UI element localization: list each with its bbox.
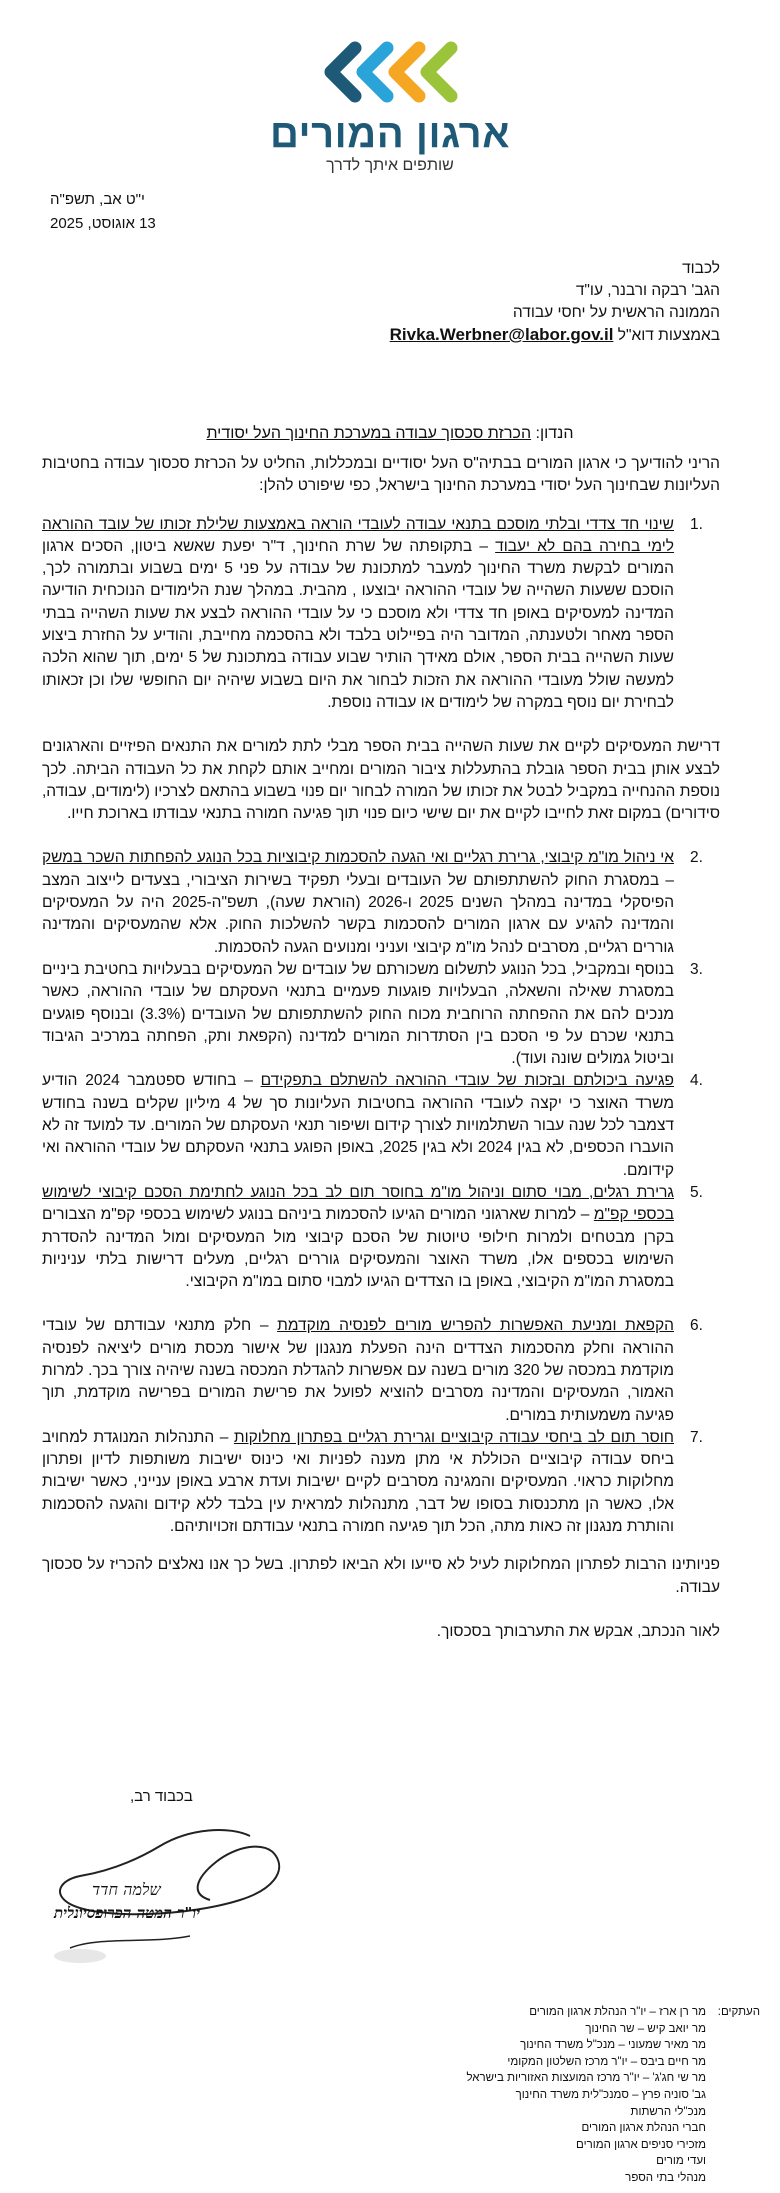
date-block — [50, 188, 156, 236]
item-number: 4. — [690, 1072, 703, 1090]
copy-recipient: מר חיים ביבס – יו"ר מרכז השלטון המקומי — [507, 2055, 706, 2068]
item-text: – למרות שארגוני המורים הגיעו להסכמות ביניהם בנוגע לשימוש בכספי קפ"מ הצבורים בקרן מבטחים ולמרות חילופי טיוטות של הסכם קיבוצי מול המעסיקים ומול המדינה להסדרת השימוש בכספים אלו, משרד האוצר והמעסיקים גוררים רגליים, מעלים דרישות בלתי עניניות במסגרת המו"מ הקיבוצי, באופן בו הצדדים הגיעו למבוי סתום במו"מ הקיבוצי. — [42, 1206, 674, 1291]
closing-paragraph: פניותינו הרבות לפתרון המחלוקות לעיל לא סייעו ולא הביאו לפתרון. בשל כך אנו נאלצים להכריז על סכסוך עבודה. — [42, 1556, 720, 1596]
signatory-name: שלמה חדד — [92, 1880, 161, 1899]
copy-recipient: מנהלי בתי הספר — [625, 2171, 706, 2184]
subject-line — [0, 425, 780, 443]
item-number: 6. — [690, 1317, 703, 1335]
item-subparagraph: דרישת המעסיקים לקיים את שעות השהייה בבית הספר מבלי לתת למורים את התנאים הפיזיים והארגונים לבצע אותן בבית הספר גובלת בהתעללות ציבור המורים ומחייב אותם לקחת את כל העבודה הביתה. לכך נוספת ההנחייה במקביל לבטל את זכותו של המורה לבחור יום פנוי בשבוע בהתאם לצרכיו (לימודים, עבודה, סידורים) במקום זאת לחייבו לקיים את יום שישי כיום פנוי תוך פגיעה חמורה בתנאי עבודתו בארוכת חייו. — [42, 738, 720, 823]
item-text: – התנהלות המנוגדת למחויב ביחס עבודה קיבוציים הכוללת אי מתן מענה לפניות ואי כינוס ישיבות משותפות לדיון ופתרון מחלוקות כראוי. המעסיקים והמגינה מסרבים לקיים ישיבות ועדת ארבע באופן ענייני, כאשר ישיבות אלו, כאשר הן מתכנסות בסופו של דבר, מתנהלות למראית עין בלבד ללא קידום והגעה להסכמות והותרת מנגנון זה כאות מתה, הכל תוך פגיעה חמורה בתנאי עבודתם וזכויותיהם. — [42, 1428, 674, 1536]
copy-recipient: מזכירי סניפים ארגון המורים — [576, 2138, 706, 2151]
item-lead: אי ניהול מו"מ קיבוצי, גרירת רגליים ואי הגעה להסכמות קיבוציות בכל הנוגע להפחתות השכר במשק — [42, 849, 674, 867]
regards-text: בכבוד רב, — [130, 1788, 193, 1805]
recipient-email-link[interactable]: Rivka.Werbner@labor.gov.il — [389, 325, 614, 344]
subject-text: הכרזת סכסוך עבודה במערכת החינוך העל יסודית — [206, 425, 532, 442]
recipient-title: הממונה הראשית על יחסי עבודה — [512, 304, 720, 321]
copy-recipient: מר מאיר שמעוני – מנכ"ל משרד החינוך — [520, 2039, 706, 2052]
intro-paragraph: הריני להודיעך כי ארגון המורים בבתיה"ס העל יסודיים ובמכללות, החליט על הכרזת סכסוך עבודה בחטיבות העליונות שבחינוך העל יסודי במערכת החינוך בישראל, כפי שיפורט להלן: — [42, 455, 720, 495]
item-number: 3. — [690, 960, 703, 978]
copy-recipient: גב' סוניה פרץ – סמנכ"לית משרד החינוך — [515, 2088, 706, 2101]
request-paragraph: לאור הנכתב, אבקש את התערבותך בסכסוך. — [436, 1622, 720, 1640]
list-item — [42, 959, 720, 1070]
item-lead: שינוי חד צדדי ובלתי מוסכם בתנאי עבודה לעובדי הוראה באמצעות שלילת זכותו של עובד ההוראה לימי בחירה בהם לא יעבוד — [42, 515, 674, 555]
signature-scribble-icon — [40, 1816, 300, 1966]
letter-body — [42, 453, 720, 1643]
subject-prefix: הנדון: — [535, 425, 574, 442]
letterhead — [0, 40, 780, 175]
copy-recipient: חברי הנהלת ארגון המורים — [581, 2122, 706, 2135]
copies-label: העתקים: — [717, 2006, 760, 2018]
item-number: 7. — [690, 1428, 703, 1446]
item-text: – בחודש ספטמבר 2024 הודיע משרד האוצר כי יקצה לעובדי ההוראה בחטיבות העליונות סך של 4 מיליון שקלים בשנה בחודש דצמבר לכל שנה עבור השתלמויות לצורך קידום ושיפור תנאי העסקתם של המורים. עד למועד זה לא הועברו הכספים, לא בגין 2024 ולא בגין 2025, באופן הפוגע בתנאי העסקתם של עובדי ההוראה ואי קידומם. — [42, 1072, 674, 1179]
copy-recipient: ועדי מורים — [656, 2155, 706, 2168]
gregorian-date: 13 אוגוסט, 2025 — [50, 215, 156, 232]
item-text: – חלק מתנאי עבודתם של עובדי ההוראה וחלק מהסכמות הצדדים הינה הפעלת מנגנון של אישור מכסת מורים ליציאה לפנסיה מוקדמת במכסה של 320 מורים בשנה עם אפשרות להגדלת המכסה בשנה שיהיה צורך בכך. למרות האמור, המעסיקים והמדינה מסרבים להוציא לפועל את פרישת המורים בפרישה מוקדמת, תוך פגיעה משמעותית במורים. — [42, 1317, 674, 1424]
item-number: 2. — [690, 849, 703, 867]
copy-recipient: מר שי חג'ג' – יו"ר מרכז המועצות האזוריות בישראל — [466, 2072, 706, 2085]
item-lead: גרירת רגלים, מבוי סתום וניהול מו"מ בחוסר תום לב בכל הנוגע לחתימת הסכם קיבוצי לשימוש בכספי קפ"מ — [42, 1183, 675, 1224]
item-text: – בתקופתה של שרת החינוך, ד"ר יפעת שאשא ביטון, הסכים ארגון המורים לבקשת משרד החינוך למעבר למתכונת של עבודה על פני 5 ימים בשבוע ובתמורה לכך, הוסכם ששעות השהייה של עובדי ההוראה יבוצעו , מהבית. במהלך שנת הלימודים הנוכחית הודיעה המדינה למעסיקים באופן חד צדדי ולא מוסכם כי על עובדי ההוראה לבצע את שעות השהייה בבתי הספר מאחר ולטענתה, המדובר היה בפיילוט בלבד ולא בהסכמה מחייבת, והודיע על החזרת ביצוע שעות השהייה בבית הספר, אולם מאידך הותיר שבוע עבודה במתכונת של 5 ימים, תוך שהוא הלכה למעשה שולל מעובדי ההוראה את הזכות לבחור את היום בשבוע שיהיה יום החופשי שלו וכן זכאותו לבחירת יום נוסף במקרה של לימודים או עבודה נוספת. — [42, 537, 674, 711]
item-number: 5. — [690, 1183, 703, 1201]
copy-recipient: מנכ"לי הרשתות — [630, 2105, 706, 2118]
hebrew-date: י"ט אב, תשפ"ה — [50, 191, 145, 208]
copy-recipient: מר יואב קיש – שר החינוך — [585, 2022, 706, 2035]
item-lead: חוסר תום לב ביחסי עבודה קיבוציים וגרירת רגליים בפתרון מחלוקות — [233, 1428, 674, 1446]
copies-list — [400, 2004, 760, 2187]
list-item — [42, 1315, 720, 1426]
recipient-name: הגב' רבקה ורבנר, עו"ד — [575, 282, 720, 299]
signature-block — [40, 1788, 300, 1968]
list-item — [42, 514, 720, 715]
item-lead: הקפאת ומניעת האפשרות להפריש מורים לפנסיה מוקדמת — [277, 1317, 674, 1335]
list-item — [42, 1070, 720, 1181]
org-tagline: שותפים איתך לדרך — [326, 157, 454, 174]
list-item — [42, 1182, 720, 1293]
recipient-salutation: לכבוד — [682, 260, 720, 277]
signatory-title: יו"ר המטה הפרופסיונלית — [54, 1904, 201, 1922]
copy-recipient: מר רן ארז – יו"ר הנהלת ארגון המורים — [529, 2006, 706, 2018]
item-text: – במסגרת החוק להשתתפותם של העובדים ובעלי תפקיד בשירות הציבורי, בצעדים לייצוב המצב הפיסקלי במדינה במהלך השנים 2025 ו-2026 (הוראת שעה), תשפ"ה-2025 היה על המעסיקים והמדינה להגיע עם ארגון המורים להסכמות בקשר להשלכות החוק. אלא שהמעסיקים והמדינה גוררים רגליים, מסרבים לנהל מו"מ קיבוצי ועניני ומנועים הגעה להסכמות. — [42, 871, 675, 956]
recipient-email-line — [100, 324, 720, 347]
recipient-block — [100, 258, 720, 347]
list-item — [42, 1427, 720, 1538]
org-name: ארגון המורים — [269, 112, 511, 156]
list-item — [42, 847, 720, 958]
chevrons-logo-icon — [315, 40, 465, 110]
item-text: בנוסף ובמקביל, בכל הנוגע לתשלום משכורתם של עובדים של המעסיקים בבעלויות בחטיבת ביניים במסגרת שאילה והשאלה, הבעלויות פוגעות פעמיים בתנאי העסקתם של עובדי ההוראה, כאשר מנכים להם את ההפחתה הרוחבית מכוח החוק להשתתפותם של העובדים (3.3%) ובנוסף פוגעים בתנאי שכרם על פי הסכם בין הסתדרות המורים למדינה (הקפאת ותק, הפחתה במרכיב הגיבוד וביטול גמולים שונה ועוד). — [42, 960, 675, 1068]
item-number: 1. — [690, 515, 703, 533]
item-lead: פגיעה ביכולתם ובזכות של עובדי ההוראה להשתלם בתפקידם — [260, 1072, 674, 1090]
email-prefix: באמצעות דוא"ל — [617, 327, 720, 344]
